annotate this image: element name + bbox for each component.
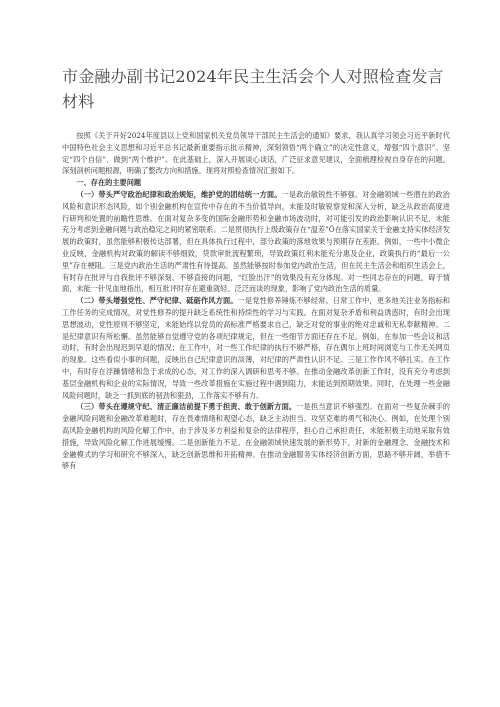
intro-paragraph: 按照《关于开好2024年度县以上党和国家机关党员领导干部民主生活会的通知》要求，我认真学习领会习近平新时代中国特色社会主义思想和习近平总书记最新重要指示批示精神，深刻领悟“两个确立”的决定性意义，增强“四个意识”、坚定“四个自信”、做到“两个维护”。在此基础上，深入开展谈心谈话，广泛征求意见建议，全面梳理检视自身存在的问题，深刻剖析问题根源，明确了整改方向和措施。现将对照检查情况汇报如下。 <box>62 131 450 176</box>
paragraph-1-lead: （一）带头严守政治纪律和政治规矩，维护党的团结统一方面。 <box>76 189 282 199</box>
paragraph-3-lead: （三）带头在遵规守纪、清正廉洁前提下勇于担责、敢于创新方面。 <box>76 402 297 412</box>
document-body <box>62 130 450 472</box>
document-title: 市金融办副书记2024年民主生活会个人对照检查发言材料 <box>62 67 444 111</box>
paragraph-3 <box>62 401 450 472</box>
paragraph-2-lead: （二）带头增强党性、严守纪律、砥砺作风方面。 <box>76 296 238 306</box>
paragraph-3-text: 一是担当意识不够强烈。在面对一些复杂棘手的金融风险问题和金融改革难题时，存在畏难情绪和观望心态，缺乏主动担当、攻坚克难的勇气和决心。例如，在处理个别高风险金融机构的风险化解工作中，由于涉及多方利益和复杂的法律程序，担心自己承担责任，未能积极主动地采取有效措施，导致风险化解工作进展缓慢。二是创新能力不足。在金融领域快速发展的新形势下，对新的金融理念、金融技术和金融模式的学习和研究不够深入，缺乏创新思维和开拓精神。在推动金融服务实体经济创新方面，思路不够开阔，举措不够有 <box>62 402 450 471</box>
paragraph-1 <box>62 189 450 295</box>
paragraph-2 <box>62 295 450 401</box>
paragraph-2-text: 一是党性修养锤炼不够经常。日常工作中，更多地关注业务指标和工作任务的完成情况，对党性修养的提升缺乏系统性和持续性的学习与实践。在面对复杂矛盾和利益诱惑时，有时会出现思想波动，党性原则不够坚定，未能始终以党员的高标准严格要求自己，缺乏对党的事业的绝对忠诚和无私奉献精神。二是纪律意识有所松懈。虽然能够自觉遵守党的各项纪律规定，但在一些细节方面还存在不足。例如，在参加一些会议和活动时，有时会出现迟到早退的情况；在工作中，对一些工作纪律的执行不够严格，存在偶尔上班时间浏览与工作无关网页的现象。这些看似小事的问题，反映出自己纪律意识的淡薄，对纪律的严肃性认识不足。三是工作作风不够扎实。在工作中，有时存在浮躁情绪和急于求成的心态，对工作的深入调研和思考不够。在推动金融改革创新工作时，没有充分考虑到基层金融机构和企业的实际情况，导致一些改革措施在实施过程中遇到阻力，未能达到预期效果。同时，在处理一些金融风险问题时，缺乏一抓到底的韧劲和狠劲，工作落实不够有力。 <box>62 296 450 400</box>
paragraph-1-text: 一是政治敏锐性不够强。对金融领域一些潜在的政治风险和意识形态风险，如个别金融机构在宣传中存在的不当价值导向，未能及时敏锐察觉和深入分析，缺乏从政治高度进行研判和处置的前瞻性思维。在面对复杂多变的国际金融形势和金融市场波动时，对可能引发的政治影响认识不足，未能充分考虑到金融问题与政治稳定之间的紧密联系。二是贯彻执行上级政策存在“温差”Ö在落实国家关于金融支持实体经济发展的政策时，虽然能够积极传达部署，但在具体执行过程中，部分政策的落地效果与预期存在差距。例如，一些中小微企业反映，金融机构对政策的解读不够细致，贷款审批流程繁琐，导致政策红利未能充分惠及企业，政策执行的“最后一公里”存在梗阻。三是党内政治生活的严肃性有待提高。虽然能够按时参加党内政治生活，但在民主生活会和组织生活会上，有时存在批评与自我批评不够深刻、不够直接的问题，“红脸出汗”的效果没有充分体现。对一些同志存在的问题，碍于情面，未能一针见血地指出，相互批评时存在避重就轻、泛泛而谈的现象，影响了党内政治生活的质量。 <box>62 189 450 294</box>
section-heading: 一、存在的主要问题 <box>76 178 142 188</box>
